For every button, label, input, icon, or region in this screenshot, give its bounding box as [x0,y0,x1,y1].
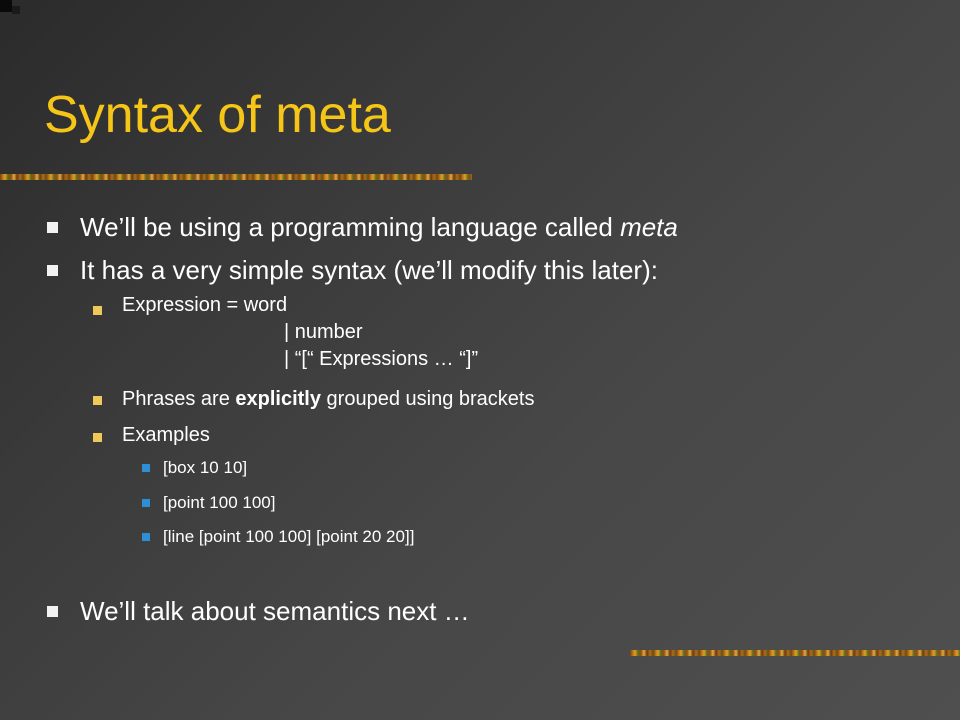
bullet-marker [93,306,102,315]
bullet-marker [47,606,58,617]
example-line: [line [point 100 100] [point 20 20]] [163,527,415,546]
decorative-rule-bottom [630,650,960,656]
expression-rule-number: | number [284,321,363,343]
bullet-marker [93,396,102,405]
bullet-marker [142,464,150,472]
expression-rule-list: | “[“ Expressions … “]” [284,348,479,370]
bullet-meta-language [80,211,678,243]
bullet-text: We’ll be using a programming language called [80,212,621,242]
emphasis-meta: meta [620,212,678,242]
bullet-examples: Examples [122,424,210,446]
bullet-simple-syntax: It has a very simple syntax (we’ll modify this later): [80,255,658,285]
emphasis-explicitly: explicitly [235,388,321,410]
bullet-text: Phrases are [122,388,236,410]
corner-decoration [0,0,30,30]
example-point: [point 100 100] [163,493,276,512]
bullet-marker [93,433,102,442]
decorative-rule-top [0,174,472,180]
bullet-phrases-grouped [122,386,534,413]
bullet-marker [47,265,58,276]
bullet-semantics-next: We’ll talk about semantics next … [80,596,470,626]
example-box: [box 10 10] [163,458,248,477]
bullet-marker [142,533,150,541]
expression-rule: Expression = word [122,294,288,316]
bullet-text: grouped using brackets [321,388,535,410]
bullet-marker [47,222,58,233]
bullet-marker [142,499,150,507]
slide-title: Syntax of meta [44,86,391,144]
